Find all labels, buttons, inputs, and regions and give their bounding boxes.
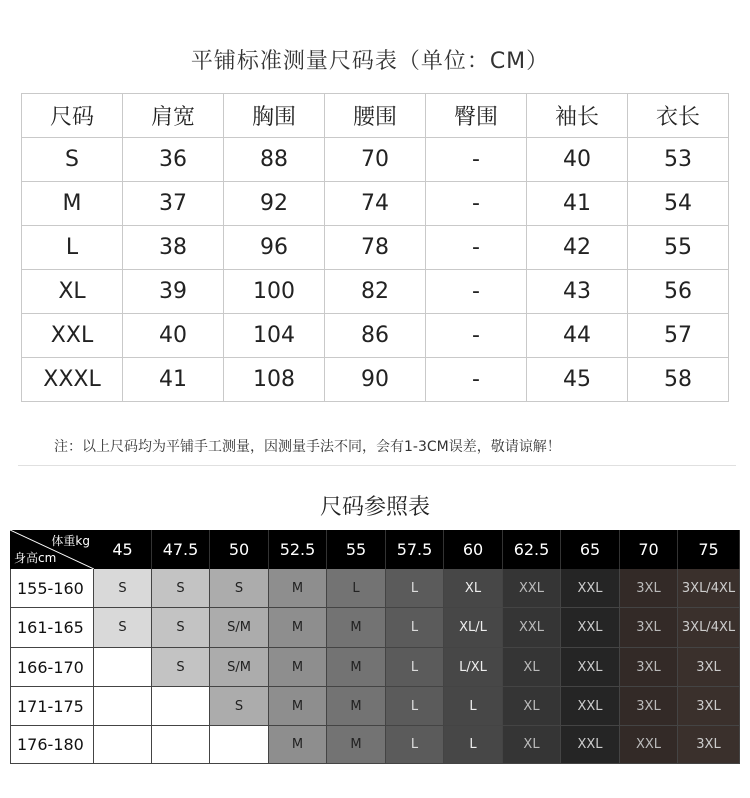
size-reference-cell: S/M bbox=[210, 648, 269, 687]
table-row bbox=[22, 226, 729, 270]
size-table-cell: L bbox=[22, 226, 123, 270]
size-reference-cell: S bbox=[210, 687, 269, 726]
size-table-cell: 90 bbox=[325, 358, 426, 402]
size-table-cell: S bbox=[22, 138, 123, 182]
size-table-header-cell: 肩宽 bbox=[123, 94, 224, 138]
weight-header-cell: 65 bbox=[561, 530, 620, 569]
table-row bbox=[22, 314, 729, 358]
measurement-note: 注：以上尺码均为平铺手工测量，因测量手法不同，会有1-3CM误差，敬请谅解！ bbox=[54, 439, 561, 455]
size-reference-cell: L bbox=[386, 726, 444, 764]
size-table-cell: 56 bbox=[628, 270, 729, 314]
size-reference-cell: XXL bbox=[561, 608, 620, 648]
size-reference-cell: S bbox=[210, 569, 269, 608]
size-table-cell: XL bbox=[22, 270, 123, 314]
size-reference-cell: XL bbox=[503, 726, 561, 764]
size-reference-cell: 3XL/4XL bbox=[678, 569, 740, 608]
size-table-cell: 82 bbox=[325, 270, 426, 314]
size-reference-cell bbox=[94, 687, 152, 726]
size-table-cell: - bbox=[426, 314, 527, 358]
size-reference-cell: XL/L bbox=[444, 608, 503, 648]
size-reference-cell: L bbox=[386, 608, 444, 648]
weight-header-cell: 75 bbox=[678, 530, 740, 569]
size-table-cell: 96 bbox=[224, 226, 325, 270]
size-table-cell: 41 bbox=[527, 182, 628, 226]
size-table-cell: - bbox=[426, 138, 527, 182]
height-row-label: 171-175 bbox=[10, 687, 94, 726]
height-row-label: 161-165 bbox=[10, 608, 94, 648]
table-row bbox=[22, 138, 729, 182]
size-table-cell: 40 bbox=[123, 314, 224, 358]
height-row-label: 155-160 bbox=[10, 569, 94, 608]
weight-header-cell: 52.5 bbox=[269, 530, 327, 569]
size-reference-cell: S/M bbox=[210, 608, 269, 648]
size-table-header-cell: 衣长 bbox=[628, 94, 729, 138]
size-table-cell: M bbox=[22, 182, 123, 226]
size-reference-grid bbox=[10, 530, 740, 764]
size-reference-cell: XXL bbox=[561, 687, 620, 726]
size-table-cell: XXL bbox=[22, 314, 123, 358]
size-reference-cell: XXL bbox=[503, 569, 561, 608]
size-reference-cell: XXL bbox=[561, 569, 620, 608]
size-reference-cell: M bbox=[269, 726, 327, 764]
size-reference-cell: M bbox=[269, 608, 327, 648]
size-reference-cell bbox=[94, 726, 152, 764]
size-reference-cell: 3XL/4XL bbox=[678, 608, 740, 648]
size-table-cell: 57 bbox=[628, 314, 729, 358]
weight-axis-label: 体重kg bbox=[51, 534, 90, 548]
size-reference-cell bbox=[152, 687, 210, 726]
size-reference-cell: S bbox=[152, 569, 210, 608]
size-table-cell: - bbox=[426, 182, 527, 226]
size-table-cell: 40 bbox=[527, 138, 628, 182]
size-reference-cell bbox=[210, 726, 269, 764]
size-reference-cell: M bbox=[269, 648, 327, 687]
weight-header-cell: 47.5 bbox=[152, 530, 210, 569]
size-table-cell: 41 bbox=[123, 358, 224, 402]
size-reference-cell: L bbox=[386, 569, 444, 608]
size-reference-cell bbox=[94, 648, 152, 687]
size-table-cell: 100 bbox=[224, 270, 325, 314]
size-table-cell: 86 bbox=[325, 314, 426, 358]
height-axis-label: 身高cm bbox=[14, 551, 57, 565]
size-reference-cell: M bbox=[327, 608, 386, 648]
size-table-cell: 53 bbox=[628, 138, 729, 182]
size-reference-cell: 3XL bbox=[620, 569, 678, 608]
size-table-cell: 58 bbox=[628, 358, 729, 402]
size-table-cell: 44 bbox=[527, 314, 628, 358]
size-table-cell: 45 bbox=[527, 358, 628, 402]
size-reference-cell: L bbox=[444, 726, 503, 764]
corner-header bbox=[10, 530, 94, 569]
size-table-cell: 92 bbox=[224, 182, 325, 226]
size-reference-cell: M bbox=[327, 726, 386, 764]
weight-header-cell: 57.5 bbox=[386, 530, 444, 569]
size-reference-cell: L bbox=[444, 687, 503, 726]
size-table-cell: 38 bbox=[123, 226, 224, 270]
size-table-header-cell: 腰围 bbox=[325, 94, 426, 138]
reference-chart-title: 尺码参照表 bbox=[319, 495, 430, 520]
size-table-header-cell: 尺码 bbox=[22, 94, 123, 138]
size-reference-cell: 3XL bbox=[678, 687, 740, 726]
size-reference-cell: 3XL bbox=[620, 608, 678, 648]
weight-header-cell: 62.5 bbox=[503, 530, 561, 569]
size-reference-cell: M bbox=[269, 687, 327, 726]
size-table-cell: 36 bbox=[123, 138, 224, 182]
table-row bbox=[22, 358, 729, 402]
size-table-cell: 54 bbox=[628, 182, 729, 226]
table-row bbox=[22, 182, 729, 226]
size-chart-title: 平铺标准测量尺码表（单位：CM） bbox=[190, 49, 550, 74]
size-table-cell: 37 bbox=[123, 182, 224, 226]
size-table-cell: - bbox=[426, 358, 527, 402]
size-reference-cell: S bbox=[152, 608, 210, 648]
size-reference-cell: M bbox=[269, 569, 327, 608]
size-table-cell: 104 bbox=[224, 314, 325, 358]
size-table-cell: 88 bbox=[224, 138, 325, 182]
size-table-header-cell: 臀围 bbox=[426, 94, 527, 138]
size-reference-cell: S bbox=[152, 648, 210, 687]
size-table-header-row bbox=[22, 94, 729, 138]
size-table-cell: 74 bbox=[325, 182, 426, 226]
size-reference-cell: L bbox=[386, 648, 444, 687]
size-table-cell: - bbox=[426, 270, 527, 314]
size-measurement-table bbox=[21, 93, 729, 402]
weight-header-cell: 50 bbox=[210, 530, 269, 569]
size-reference-cell: XL bbox=[444, 569, 503, 608]
size-reference-cell: S bbox=[94, 608, 152, 648]
size-table-cell: - bbox=[426, 226, 527, 270]
table-row bbox=[22, 270, 729, 314]
size-reference-cell: XL bbox=[503, 648, 561, 687]
size-table-cell: 70 bbox=[325, 138, 426, 182]
size-table-cell: 108 bbox=[224, 358, 325, 402]
size-table-cell: 39 bbox=[123, 270, 224, 314]
size-reference-cell: 3XL bbox=[678, 648, 740, 687]
size-reference-cell: XXL bbox=[620, 726, 678, 764]
height-row-label: 166-170 bbox=[10, 648, 94, 687]
size-table-header-cell: 袖长 bbox=[527, 94, 628, 138]
size-table-cell: 78 bbox=[325, 226, 426, 270]
size-reference-cell: L bbox=[386, 687, 444, 726]
weight-header-cell: 70 bbox=[620, 530, 678, 569]
size-reference-cell: S bbox=[94, 569, 152, 608]
size-reference-cell: L/XL bbox=[444, 648, 503, 687]
size-reference-cell: XL bbox=[503, 687, 561, 726]
size-reference-cell bbox=[152, 726, 210, 764]
size-table-header-cell: 胸围 bbox=[224, 94, 325, 138]
size-reference-cell: M bbox=[327, 648, 386, 687]
size-table-cell: XXXL bbox=[22, 358, 123, 402]
weight-header-cell: 45 bbox=[94, 530, 152, 569]
weight-header-cell: 55 bbox=[327, 530, 386, 569]
size-reference-cell: 3XL bbox=[678, 726, 740, 764]
size-reference-cell: 3XL bbox=[620, 648, 678, 687]
size-table-cell: 43 bbox=[527, 270, 628, 314]
size-reference-cell: XXL bbox=[561, 726, 620, 764]
size-reference-cell: 3XL bbox=[620, 687, 678, 726]
size-table-cell: 55 bbox=[628, 226, 729, 270]
size-reference-cell: M bbox=[327, 687, 386, 726]
height-row-label: 176-180 bbox=[10, 726, 94, 764]
size-reference-cell: L bbox=[327, 569, 386, 608]
size-table-cell: 42 bbox=[527, 226, 628, 270]
size-reference-cell: XXL bbox=[503, 608, 561, 648]
size-table-body bbox=[22, 138, 729, 402]
size-reference-cell: XXL bbox=[561, 648, 620, 687]
divider bbox=[18, 465, 736, 466]
weight-header-cell: 60 bbox=[444, 530, 503, 569]
